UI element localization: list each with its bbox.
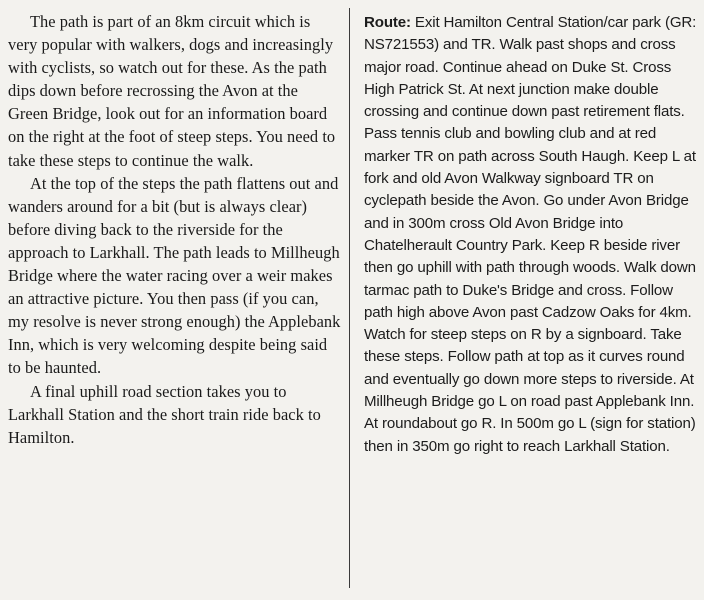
column-divider (349, 8, 350, 588)
narrative-paragraph-1: The path is part of an 8km circuit which is very popular with walkers, dogs and increasingly with cyclists, so watch out for these. As the path dips down before recrossing the Avon at the Green Bridge, look out for an information board on the right at the foot of steep steps. You need to take these steps to continue the walk. (8, 12, 336, 170)
route-heading: Route: (364, 14, 411, 31)
route-column (364, 12, 700, 458)
route-directions (364, 12, 700, 458)
route-text: Exit Hamilton Central Station/car park (GR: NS721553) and TR. Walk past shops and cross major road. Continue ahead on Duke St. Cross High Patrick St. At next junction make double crossing and continue down past retirement flats. Pass tennis club and bowling club and at red marker TR on path across South Haugh. Keep L at fork and old Avon Walkway signboard TR on cyclepath beside the Avon. Go under Avon Bridge and in 300m cross Old Avon Bridge into Chatelherault Country Park. Keep R beside river then go uphill with path through woods. Walk down tarmac path to Duke's Bridge and cross. Follow path high above Avon past Cadzow Oaks for 4km. Watch for steep steps on R by a signboard. Take these steps. Follow path at top as it curves round and eventually go down more steps to riverside. At Millheugh Bridge go L on road past Applebank Inn. At roundabout go R. In 500m go L (sign for station) then in 350m go right to reach Larkhall Station. (364, 14, 697, 455)
narrative-column (8, 10, 342, 449)
narrative-paragraph-3: A final uphill road section takes you to Larkhall Station and the short train ride back to Hamilton. (8, 381, 321, 447)
narrative-paragraph-2: At the top of the steps the path flattens out and wanders around for a bit (but is always clear) before diving back to the riverside for the approach to Larkhall. The path leads to Millheugh Bridge where the water racing over a weir makes an attractive picture. You then pass (if you can, my resolve is never strong enough) the Applebank Inn, which is very welcoming despite being said to be haunted. (8, 173, 341, 378)
